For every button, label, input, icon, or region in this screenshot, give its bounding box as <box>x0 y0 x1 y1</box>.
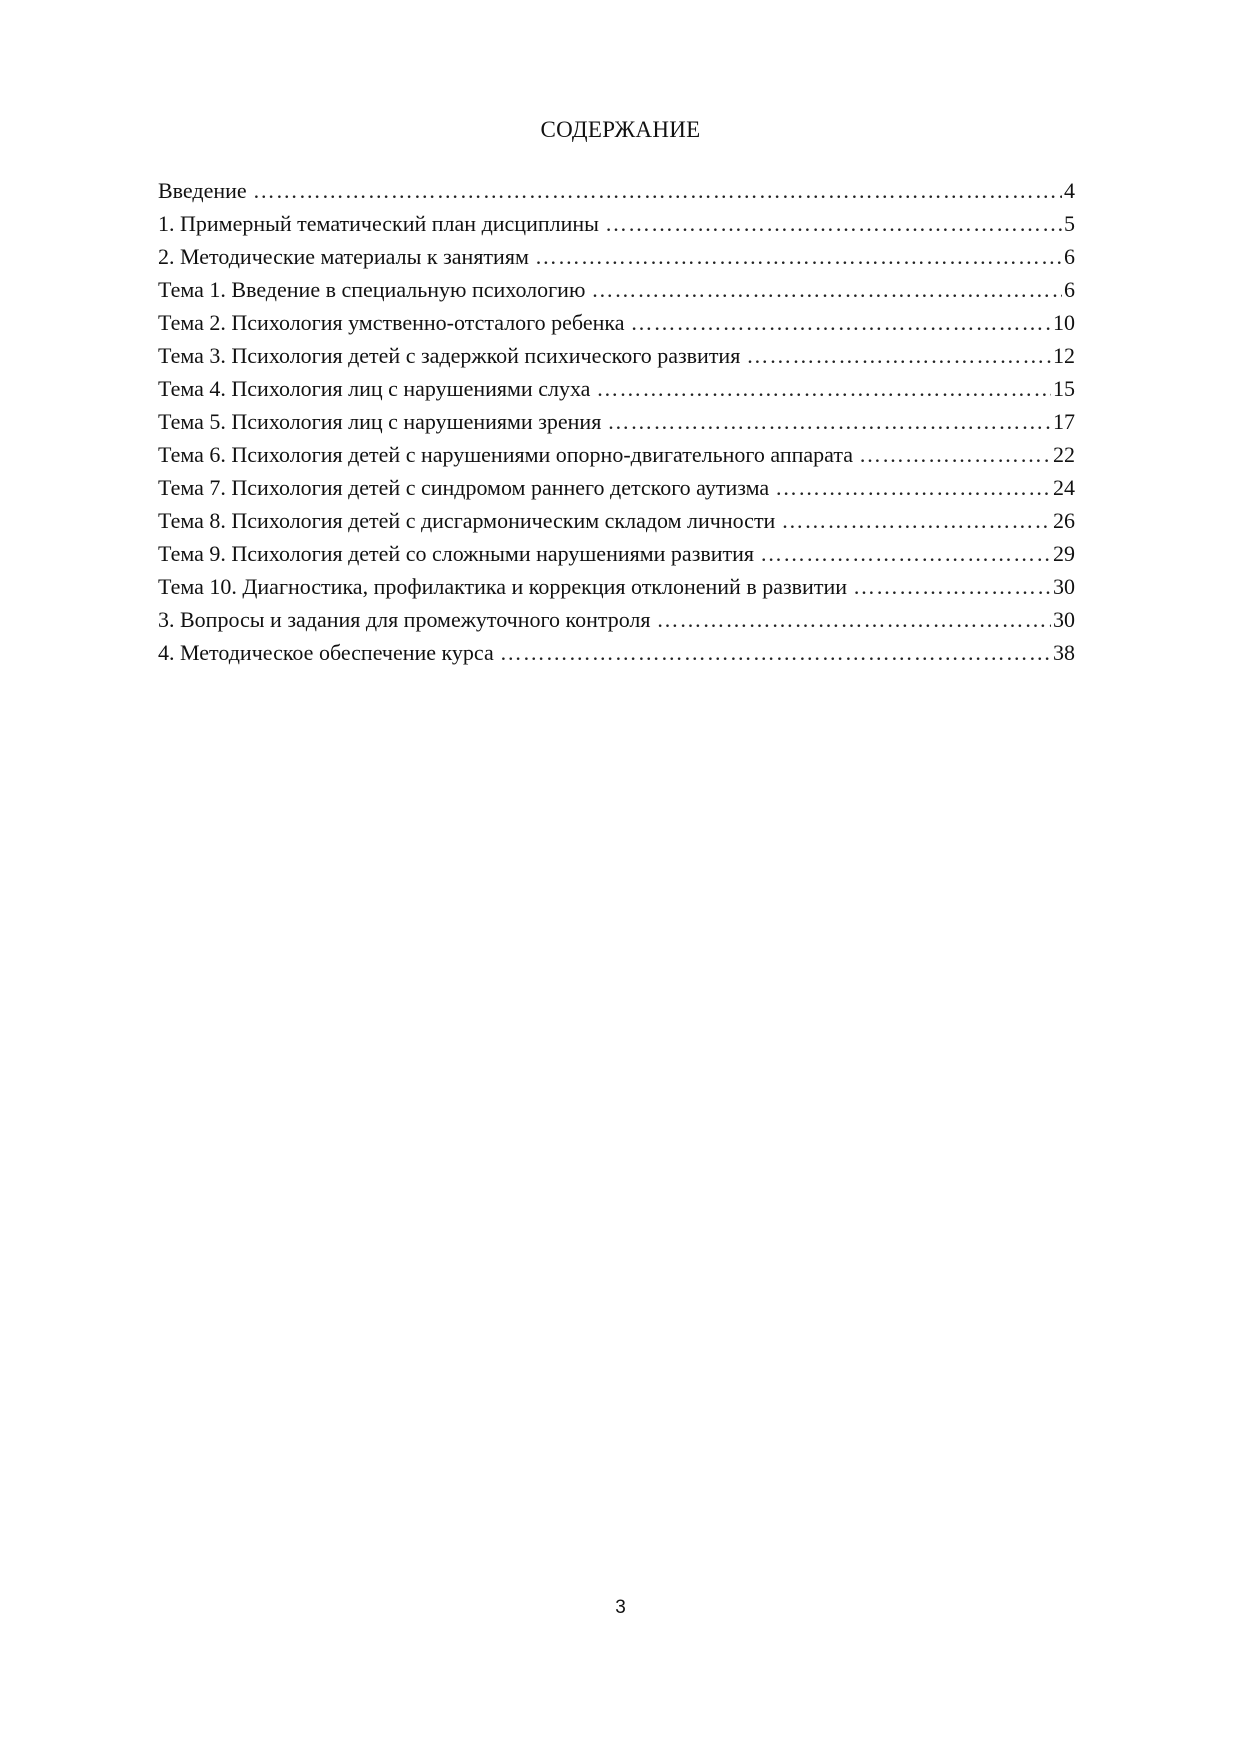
toc-entry-page: 4 <box>1064 178 1075 203</box>
toc-entry-page: 22 <box>1053 442 1075 467</box>
toc-dot-leader <box>500 636 1051 669</box>
toc-dot-leader <box>596 372 1051 405</box>
toc-entry-label: 3. Вопросы и задания для промежуточного контроля <box>158 607 651 632</box>
toc-dot-leader <box>746 339 1051 372</box>
toc-title: СОДЕРЖАНИЕ <box>540 117 701 142</box>
toc-entry-page: 10 <box>1053 310 1075 335</box>
toc-entry-label: Тема 2. Психология умственно-отсталого ребенка <box>158 310 625 335</box>
page-number: 3 <box>615 1597 626 1618</box>
toc-entry-label: Введение <box>158 178 247 203</box>
toc-entry <box>158 174 1075 207</box>
toc-entry <box>158 570 1075 603</box>
toc-entry-page: 30 <box>1053 607 1075 632</box>
toc-entry-label: Тема 8. Психология детей с дисгармоническим складом личности <box>158 508 776 533</box>
toc-entry-label: Тема 1. Введение в специальную психологию <box>158 277 586 302</box>
toc-entry-page: 15 <box>1053 376 1075 401</box>
toc-entry-label: Тема 4. Психология лиц с нарушениями слуха <box>158 376 591 401</box>
toc-entry-label: 4. Методическое обеспечение курса <box>158 640 494 665</box>
toc-dot-leader <box>775 471 1051 504</box>
toc-entry-label: 1. Примерный тематический план дисциплины <box>158 211 599 236</box>
toc-entry <box>158 240 1075 273</box>
toc-entry <box>158 405 1075 438</box>
toc-entry-page: 30 <box>1053 574 1075 599</box>
toc-dot-leader <box>760 537 1051 570</box>
toc-entry <box>158 273 1075 306</box>
toc-entry <box>158 207 1075 240</box>
toc-entry <box>158 471 1075 504</box>
toc-dot-leader <box>535 240 1062 273</box>
toc-entry-page: 26 <box>1053 508 1075 533</box>
toc-entry <box>158 537 1075 570</box>
table-of-contents <box>158 174 1075 669</box>
toc-entry-page: 6 <box>1064 244 1075 269</box>
toc-entry-label: Тема 9. Психология детей со сложными нарушениями развития <box>158 541 755 566</box>
toc-entry-page: 24 <box>1053 475 1075 500</box>
toc-dot-leader <box>657 603 1051 636</box>
toc-dot-leader <box>859 438 1051 471</box>
toc-entry-page: 5 <box>1064 211 1075 236</box>
toc-entry-label: Тема 6. Психология детей с нарушениями опорно-двигательного аппарата <box>158 442 853 467</box>
toc-entry-label: Тема 3. Психология детей с задержкой психического развития <box>158 343 741 368</box>
toc-entry-label: Тема 5. Психология лиц с нарушениями зрения <box>158 409 602 434</box>
toc-dot-leader <box>607 405 1051 438</box>
toc-entry-page: 29 <box>1053 541 1075 566</box>
toc-entry-label: 2. Методические материалы к занятиям <box>158 244 529 269</box>
toc-entry <box>158 438 1075 471</box>
toc-entry <box>158 603 1075 636</box>
toc-entry-label: Тема 10. Диагностика, профилактика и коррекция отклонений в развитии <box>158 574 847 599</box>
toc-entry <box>158 306 1075 339</box>
toc-dot-leader <box>253 174 1062 207</box>
toc-entry <box>158 504 1075 537</box>
toc-entry-page: 17 <box>1053 409 1075 434</box>
toc-entry-page: 38 <box>1053 640 1075 665</box>
toc-entry <box>158 636 1075 669</box>
toc-dot-leader <box>630 306 1051 339</box>
toc-entry-label: Тема 7. Психология детей с синдромом раннего детского аутизма <box>158 475 770 500</box>
toc-entry <box>158 339 1075 372</box>
toc-entry <box>158 372 1075 405</box>
toc-dot-leader <box>591 273 1062 306</box>
toc-dot-leader <box>781 504 1051 537</box>
toc-dot-leader <box>853 570 1051 603</box>
toc-entry-page: 6 <box>1064 277 1075 302</box>
toc-entry-page: 12 <box>1053 343 1075 368</box>
toc-dot-leader <box>605 207 1062 240</box>
